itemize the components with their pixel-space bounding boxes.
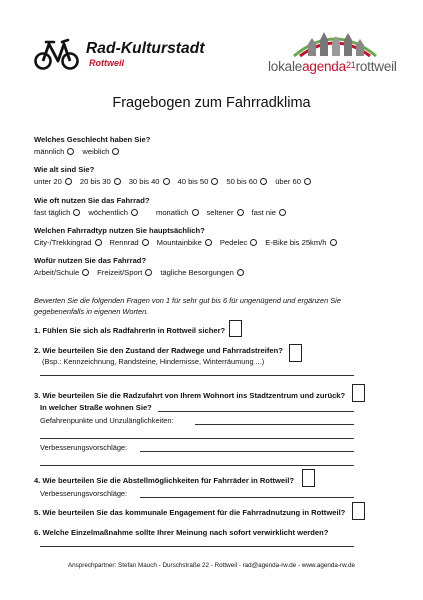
radio-icon xyxy=(145,269,152,276)
option-pedelec[interactable]: Pedelec xyxy=(220,238,257,247)
option-maennlich[interactable]: männlich xyxy=(34,147,74,156)
bicycle-icon xyxy=(34,36,80,72)
question-biketype-label: Welchen Fahrradtyp nutzen Sie hauptsächlich? xyxy=(34,226,205,235)
radio-icon xyxy=(250,239,257,246)
radio-icon xyxy=(114,178,121,185)
option-freizeit-sport[interactable]: Freizeit/Sport xyxy=(97,268,152,277)
answer-line[interactable] xyxy=(40,465,354,466)
answer-line[interactable] xyxy=(195,424,354,425)
lokale-agenda-logo xyxy=(268,26,408,76)
option-fast-nie[interactable]: fast nie xyxy=(252,208,286,217)
radio-icon xyxy=(237,269,244,276)
footer-contact: Ansprechpartner: Stefan Mauch - Durschstraße 22 - Rottweil - rad@agenda-rw.de - www.agenda-rw.de xyxy=(67,562,356,569)
option-unter-20[interactable]: unter 20 xyxy=(34,177,72,186)
option-weiblich[interactable]: weiblich xyxy=(82,147,119,156)
city-skyline-icon xyxy=(290,28,380,60)
radio-icon xyxy=(142,239,149,246)
question-2-label: 2. Wie beurteilen Sie den Zustand der Radwege und Fahrradstreifen? xyxy=(34,346,283,355)
radio-icon xyxy=(73,209,80,216)
question-gender-options xyxy=(34,147,127,156)
radio-icon xyxy=(279,209,286,216)
question-biketype-options xyxy=(34,238,345,247)
radio-icon xyxy=(163,178,170,185)
radio-icon xyxy=(192,209,199,216)
option-seltener[interactable]: seltener xyxy=(207,208,244,217)
question-1-label: 1. Fühlen Sie sich als RadfahrerIn in Rottweil sicher? xyxy=(34,326,226,335)
question-gender-label: Welches Geschlecht haben Sie? xyxy=(34,135,151,144)
question-frequency-options xyxy=(34,208,294,217)
option-woechentlich[interactable]: wöchentlich xyxy=(88,208,138,217)
radio-icon xyxy=(131,209,138,216)
rating-box-5[interactable] xyxy=(352,502,365,520)
question-purpose-options xyxy=(34,268,252,277)
question-3-danger-label: Gefahrenpunkte und Unzulänglichkeiten: xyxy=(40,416,174,425)
radio-icon xyxy=(95,239,102,246)
question-3-label: 3. Wie beurteilen Sie die Radzufahrt von Ihrem Wohnort ins Stadtzentrum und zurück? xyxy=(34,391,346,400)
option-city-trekkingrad[interactable]: City-/Trekkingrad xyxy=(34,238,102,247)
answer-line[interactable] xyxy=(158,411,354,412)
question-6-label: 6. Welche Einzelmaßnahme sollte Ihrer Meinung nach sofort verwirklicht werden? xyxy=(34,528,329,537)
lokale-agenda-wordmark: lokaleagenda$^{21}$rottweil xyxy=(268,59,397,74)
question-2-hint: (Bsp.: Kennzeichnung, Randsteine, Hindernisse, Winterräumung ...) xyxy=(42,357,265,366)
brand-name: Rad-Kulturstadt xyxy=(86,40,205,57)
option-mountainbike[interactable]: Mountainbike xyxy=(157,238,212,247)
question-5-label: 5. Wie beurteilen Sie das kommunale Engagement für die Fahrradnutzung in Rottweil? xyxy=(34,508,346,517)
radio-icon xyxy=(82,269,89,276)
answer-line[interactable] xyxy=(40,546,354,547)
radio-icon xyxy=(112,148,119,155)
question-3-street-label: In welcher Straße wohnen Sie? xyxy=(40,403,152,412)
rating-box-1[interactable] xyxy=(229,320,242,337)
radio-icon xyxy=(67,148,74,155)
radio-icon xyxy=(260,178,267,185)
answer-line[interactable] xyxy=(40,438,354,439)
option-e-bike[interactable]: E-Bike bis 25km/h xyxy=(265,238,336,247)
question-age-label: Wie alt sind Sie? xyxy=(34,165,95,174)
question-purpose-label: Wofür nutzen Sie das Fahrrad? xyxy=(34,256,147,265)
radio-icon xyxy=(330,239,337,246)
answer-line[interactable] xyxy=(40,375,354,376)
radio-icon xyxy=(65,178,72,185)
option-rennrad[interactable]: Rennrad xyxy=(110,238,149,247)
radio-icon xyxy=(304,178,311,185)
option-20-bis-30[interactable]: 20 bis 30 xyxy=(80,177,121,186)
option-40-bis-50[interactable]: 40 bis 50 xyxy=(178,177,219,186)
question-age-options xyxy=(34,177,319,186)
rating-intro: Bewerten Sie die folgenden Fragen von 1 für sehr gut bis 6 für ungenügend und ergänzen Sie gegebenenfalls in eigenen Worten. xyxy=(34,296,341,316)
option-monatlich[interactable]: monatlich xyxy=(156,208,199,217)
page-title: Fragebogen zum Fahrradklima xyxy=(112,95,311,111)
option-taegliche-besorgungen[interactable]: tägliche Besorgungen xyxy=(160,268,243,277)
option-ueber-60[interactable]: über 60 xyxy=(275,177,311,186)
rating-box-2[interactable] xyxy=(289,344,302,362)
question-3-improve-label: Verbesserungsvorschläge: xyxy=(40,443,128,452)
radio-icon xyxy=(205,239,212,246)
question-4-improve-label: Verbesserungsvorschläge: xyxy=(40,489,128,498)
option-arbeit-schule[interactable]: Arbeit/Schule xyxy=(34,268,89,277)
answer-line[interactable] xyxy=(140,497,354,498)
brand-city: Rottweil xyxy=(89,58,124,68)
rad-kulturstadt-logo xyxy=(34,36,234,76)
rating-box-4[interactable] xyxy=(302,469,315,487)
question-frequency-label: Wie oft nutzen Sie das Fahrrad? xyxy=(34,196,150,205)
answer-line[interactable] xyxy=(140,451,354,452)
rating-box-3[interactable] xyxy=(352,384,365,402)
radio-icon xyxy=(237,209,244,216)
option-fast-taeglich[interactable]: fast täglich xyxy=(34,208,80,217)
option-30-bis-40[interactable]: 30 bis 40 xyxy=(129,177,170,186)
radio-icon xyxy=(211,178,218,185)
question-4-label: 4. Wie beurteilen Sie die Abstellmöglichkeiten für Fahrräder in Rottweil? xyxy=(34,476,294,485)
option-50-bis-60[interactable]: 50 bis 60 xyxy=(226,177,267,186)
